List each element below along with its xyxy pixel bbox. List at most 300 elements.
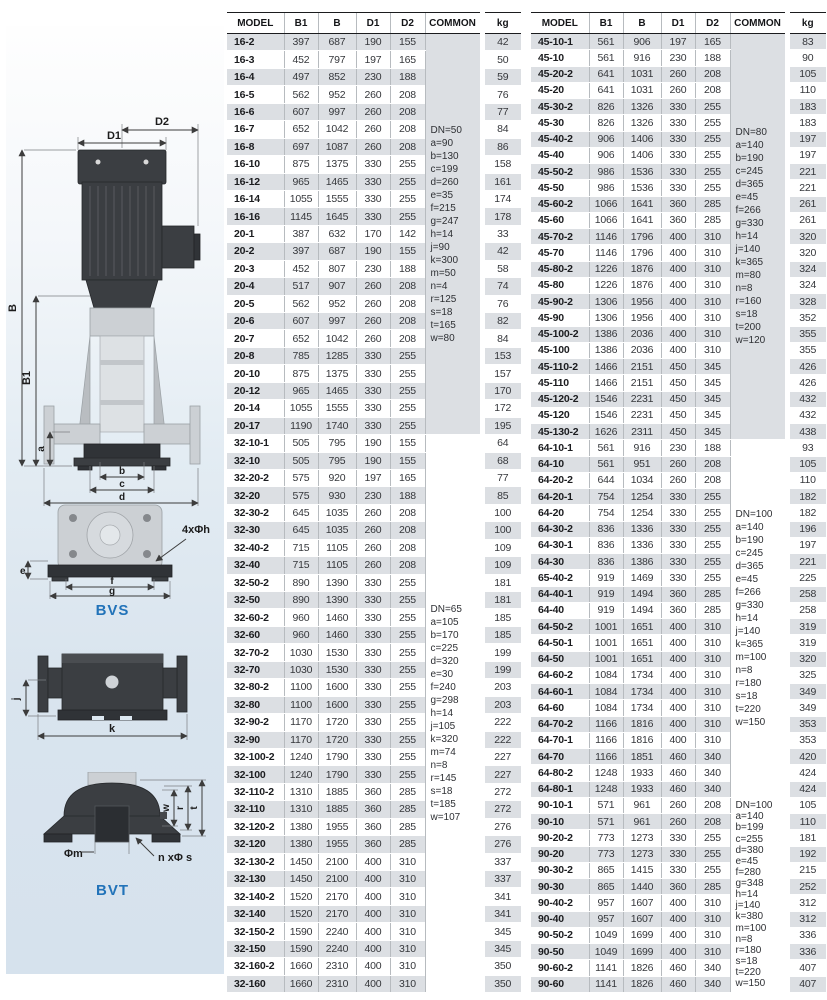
weight-cell: 221 [787, 554, 826, 570]
dim-label-b: b [118, 466, 126, 477]
weight-cell: 68 [482, 452, 521, 469]
column-header: B1 [284, 13, 318, 34]
dimension-cell: 330 [661, 862, 695, 878]
dimension-cell: 208 [390, 121, 425, 138]
dimension-cell: 255 [695, 164, 730, 180]
model-cell: 45-40-2 [531, 131, 589, 147]
dimension-cell: 197 [661, 34, 695, 50]
common-line: m=100 [735, 922, 767, 934]
common-line: j=140 [735, 244, 761, 256]
dimension-cell: 1031 [623, 66, 661, 82]
dimension-cell: 260 [661, 456, 695, 472]
model-cell: 64-50-2 [531, 619, 589, 635]
model-cell: 45-20 [531, 82, 589, 98]
dimension-cell: 1030 [284, 661, 318, 678]
weight-cell: 42 [482, 34, 521, 51]
table-row [227, 435, 521, 452]
dimension-cell: 2170 [318, 905, 356, 922]
dimension-cell: 1876 [623, 261, 661, 277]
weight-cell: 90 [787, 50, 826, 66]
model-cell: 16-4 [227, 68, 284, 85]
common-line: r=125 [430, 293, 457, 305]
dimension-cell: 255 [390, 574, 425, 591]
dimension-cell: 255 [390, 609, 425, 626]
model-cell: 45-100-2 [531, 326, 589, 342]
model-cell: 64-50-1 [531, 635, 589, 651]
model-cell: 64-30 [531, 554, 589, 570]
dim-label-k: k [108, 723, 116, 735]
dimension-cell: 1254 [623, 505, 661, 521]
dimension-cell: 310 [695, 927, 730, 943]
dimension-cell: 188 [390, 487, 425, 504]
weight-cell: 320 [787, 651, 826, 667]
dimension-cell: 965 [284, 173, 318, 190]
dimension-cell: 2036 [623, 326, 661, 342]
dimension-cell: 1466 [589, 359, 623, 375]
dimension-cell: 255 [695, 99, 730, 115]
weight-cell: 341 [482, 888, 521, 905]
common-line: e=30 [430, 669, 454, 681]
weight-cell: 221 [787, 164, 826, 180]
motor-adapter [86, 280, 158, 308]
weight-cell: 432 [787, 407, 826, 423]
dimension-cell: 400 [356, 871, 390, 888]
dimension-cell: 1375 [318, 156, 356, 173]
dimension-cell: 1380 [284, 818, 318, 835]
common-line: d=365 [735, 179, 764, 191]
common-dimensions-cell [730, 440, 787, 798]
dimension-cell: 1660 [284, 975, 318, 992]
dimension-cell: 930 [318, 487, 356, 504]
weight-cell: 424 [787, 781, 826, 797]
common-line: m=74 [430, 747, 456, 759]
model-cell: 32-120-2 [227, 818, 284, 835]
dimension-cell: 644 [589, 472, 623, 488]
model-cell: 90-20 [531, 846, 589, 862]
dimension-cell: 919 [589, 586, 623, 602]
weight-cell: 258 [787, 602, 826, 618]
dimension-cell: 951 [623, 456, 661, 472]
model-cell: 64-20-1 [531, 489, 589, 505]
model-cell: 64-70 [531, 749, 589, 765]
dimension-cell: 1494 [623, 602, 661, 618]
weight-cell: 352 [787, 310, 826, 326]
dimension-cell: 1326 [623, 99, 661, 115]
dimension-cell: 400 [661, 277, 695, 293]
common-line: k=320 [430, 734, 459, 746]
dimension-cell: 400 [661, 635, 695, 651]
dimension-cell: 255 [390, 696, 425, 713]
model-cell: 45-90-2 [531, 294, 589, 310]
dimension-cell: 1590 [284, 940, 318, 957]
dimension-cell: 1145 [284, 208, 318, 225]
model-cell: 90-50-2 [531, 927, 589, 943]
weight-cell: 199 [482, 644, 521, 661]
dimension-cell: 1536 [623, 164, 661, 180]
dimension-cell: 255 [390, 382, 425, 399]
model-cell: 64-20-2 [531, 472, 589, 488]
dimension-cell: 165 [695, 34, 730, 50]
weight-cell: 161 [482, 173, 521, 190]
model-cell: 20-12 [227, 382, 284, 399]
weight-cell: 355 [787, 326, 826, 342]
model-cell: 45-60-2 [531, 196, 589, 212]
dimension-cell: 715 [284, 557, 318, 574]
common-line: w=120 [735, 335, 766, 347]
dimension-cell: 1460 [318, 626, 356, 643]
dimension-cell: 1536 [623, 180, 661, 196]
model-cell: 32-70 [227, 661, 284, 678]
dimension-cell: 1141 [589, 960, 623, 976]
weight-cell: 345 [482, 940, 521, 957]
dimension-cell: 1590 [284, 923, 318, 940]
model-cell: 32-110 [227, 801, 284, 818]
dimension-cell: 1035 [318, 504, 356, 521]
dimension-cell: 285 [695, 196, 730, 212]
dimension-cell: 1851 [623, 749, 661, 765]
weight-cell: 170 [482, 382, 521, 399]
dimension-cell: 330 [661, 521, 695, 537]
column-header: COMMON [425, 13, 482, 34]
model-cell: 16-2 [227, 34, 284, 51]
common-line: m=50 [430, 267, 456, 279]
weight-cell: 85 [482, 487, 521, 504]
dimension-cell: 450 [661, 359, 695, 375]
model-cell: 45-90 [531, 310, 589, 326]
dimension-cell: 255 [695, 147, 730, 163]
common-line: n=8 [735, 933, 753, 945]
dimension-cell: 310 [695, 667, 730, 683]
hub-boss [95, 806, 129, 842]
common-line: r=145 [430, 773, 457, 785]
dimension-cell: 260 [356, 557, 390, 574]
header-row [227, 13, 521, 34]
table-row [531, 440, 826, 456]
dimension-cell: 1042 [318, 330, 356, 347]
dimension-cell: 1035 [318, 522, 356, 539]
weight-cell: 183 [787, 115, 826, 131]
dimension-cell: 330 [356, 644, 390, 661]
weight-cell: 174 [482, 190, 521, 207]
dimension-cell: 1641 [623, 212, 661, 228]
dimension-cell: 360 [356, 783, 390, 800]
model-cell: 32-140 [227, 905, 284, 922]
dimension-cell: 1273 [623, 846, 661, 862]
dimension-cell: 260 [356, 121, 390, 138]
weight-cell: 182 [787, 489, 826, 505]
dimension-cell: 450 [661, 391, 695, 407]
dimension-cell: 188 [695, 440, 730, 456]
common-line: d=260 [430, 176, 459, 188]
dimension-cell: 310 [695, 700, 730, 716]
dimension-cell: 208 [390, 557, 425, 574]
dimension-cell: 997 [318, 313, 356, 330]
dimension-cell: 310 [390, 940, 425, 957]
dimension-cell: 1885 [318, 783, 356, 800]
dimension-cell: 400 [661, 294, 695, 310]
dim-label-b1: B1 [21, 370, 33, 386]
dimension-cell: 255 [390, 400, 425, 417]
dim-label-r: r [175, 806, 186, 810]
dimension-cell: 952 [318, 295, 356, 312]
dimension-cell: 795 [318, 452, 356, 469]
dimension-cell: 2151 [623, 359, 661, 375]
dimension-cell: 641 [589, 82, 623, 98]
dimension-cell: 1826 [623, 960, 661, 976]
dimension-cell: 1555 [318, 400, 356, 417]
dimension-cell: 165 [390, 469, 425, 486]
base-front-view-drawing [0, 652, 225, 744]
model-cell: 32-60 [227, 626, 284, 643]
dimension-cell: 906 [589, 131, 623, 147]
table-row [531, 797, 826, 813]
dimension-cell: 836 [589, 554, 623, 570]
dimension-cell: 230 [661, 440, 695, 456]
dimension-cell: 795 [318, 435, 356, 452]
model-cell: 45-60 [531, 212, 589, 228]
weight-cell: 42 [482, 243, 521, 260]
dimension-cell: 400 [661, 342, 695, 358]
common-dimensions-cell [730, 797, 787, 992]
dimension-cell: 190 [356, 34, 390, 51]
dimension-cell: 562 [284, 295, 318, 312]
dimension-cell: 754 [589, 489, 623, 505]
dimensions-table-right [531, 12, 826, 993]
model-cell: 64-30-1 [531, 537, 589, 553]
dimension-cell: 1720 [318, 731, 356, 748]
dimension-cell: 1166 [589, 716, 623, 732]
weight-cell: 77 [482, 469, 521, 486]
bolt-callout-label: 4xΦh [182, 524, 210, 536]
weight-cell: 426 [787, 375, 826, 391]
weight-cell: 181 [482, 574, 521, 591]
dimension-cell: 310 [390, 871, 425, 888]
dimension-cell: 255 [390, 626, 425, 643]
dim-label-c: c [119, 479, 125, 490]
weight-cell: 105 [787, 66, 826, 82]
model-cell: 20-8 [227, 347, 284, 364]
dimension-cell: 310 [695, 261, 730, 277]
dimension-cell: 797 [318, 51, 356, 68]
dimension-cell: 1955 [318, 818, 356, 835]
dimension-cell: 1105 [318, 557, 356, 574]
dim-label-d: d [118, 492, 126, 503]
dimension-cell: 1530 [318, 644, 356, 661]
foot [152, 834, 180, 842]
dimension-cell: 1796 [623, 245, 661, 261]
common-line: w=107 [430, 812, 461, 824]
dimension-cell: 400 [661, 684, 695, 700]
dimension-cell: 890 [284, 574, 318, 591]
common-line: h=14 [735, 889, 759, 901]
dimension-cell: 607 [284, 103, 318, 120]
dimension-cell: 1645 [318, 208, 356, 225]
dimension-cell: 330 [356, 400, 390, 417]
dim-label-a: a [36, 446, 47, 452]
weight-cell: 345 [482, 923, 521, 940]
dimension-cell: 1796 [623, 229, 661, 245]
dimension-cell: 906 [589, 147, 623, 163]
model-cell: 90-30 [531, 879, 589, 895]
dimension-cell: 2100 [318, 853, 356, 870]
common-line: e=45 [735, 192, 759, 204]
dimension-cell: 1546 [589, 407, 623, 423]
dimension-cell: 1450 [284, 853, 318, 870]
model-cell: 32-10-1 [227, 435, 284, 452]
model-cell: 20-1 [227, 225, 284, 242]
dimension-cell: 1600 [318, 696, 356, 713]
common-line: n=8 [430, 760, 448, 772]
weight-cell: 337 [482, 853, 521, 870]
common-line: j=140 [735, 900, 761, 912]
model-cell: 32-140-2 [227, 888, 284, 905]
dimension-cell: 400 [661, 944, 695, 960]
dimension-cell: 1170 [284, 714, 318, 731]
dimension-cell: 310 [695, 294, 730, 310]
dimension-cell: 571 [589, 814, 623, 830]
dimension-cell: 208 [390, 504, 425, 521]
pump-side-elevation-drawing [0, 58, 225, 510]
dimension-cell: 965 [284, 382, 318, 399]
model-cell: 45-100 [531, 342, 589, 358]
dimension-cell: 807 [318, 260, 356, 277]
dimension-cell: 285 [390, 818, 425, 835]
weight-cell: 100 [482, 522, 521, 539]
dimension-cell: 260 [356, 330, 390, 347]
model-cell: 16-10 [227, 156, 284, 173]
dimension-cell: 1740 [318, 417, 356, 434]
weight-cell: 185 [482, 609, 521, 626]
dimension-cell: 919 [589, 570, 623, 586]
dimension-cell: 208 [390, 313, 425, 330]
dimension-cell: 1390 [318, 592, 356, 609]
dimension-cell: 285 [390, 836, 425, 853]
dimension-cell: 285 [390, 801, 425, 818]
weight-cell: 100 [482, 504, 521, 521]
dim-label-f: f [110, 576, 114, 587]
common-line: s=18 [735, 691, 758, 702]
dimension-cell: 460 [661, 765, 695, 781]
common-line: f=266 [735, 205, 761, 217]
dimension-cell: 255 [390, 748, 425, 765]
dimension-cell: 561 [589, 34, 623, 50]
dimension-cell: 1790 [318, 748, 356, 765]
weight-cell: 420 [787, 749, 826, 765]
common-line: DN=100 [735, 800, 773, 812]
weight-cell: 320 [787, 229, 826, 245]
weight-cell: 407 [787, 960, 826, 976]
common-line: c=245 [735, 166, 764, 178]
dimension-cell: 330 [356, 382, 390, 399]
common-line: f=215 [430, 202, 456, 214]
weight-cell: 172 [482, 400, 521, 417]
dimension-cell: 400 [356, 905, 390, 922]
dimension-cell: 330 [356, 347, 390, 364]
dimension-cell: 1226 [589, 261, 623, 277]
side-flange [177, 656, 187, 712]
model-cell: 64-70-2 [531, 716, 589, 732]
dimension-cell: 1326 [623, 115, 661, 131]
model-cell: 45-30 [531, 115, 589, 131]
dimension-cell: 255 [390, 347, 425, 364]
table-row [227, 34, 521, 51]
dimension-cell: 652 [284, 330, 318, 347]
common-line: a=140 [735, 140, 764, 152]
dimension-cell: 607 [284, 313, 318, 330]
dimension-cell: 400 [661, 229, 695, 245]
common-line: c=245 [735, 548, 764, 559]
dimension-cell: 260 [661, 66, 695, 82]
weight-cell: 86 [482, 138, 521, 155]
weight-cell: 77 [482, 103, 521, 120]
column-header: B [318, 13, 356, 34]
dimension-cell: 310 [695, 635, 730, 651]
dimension-cell: 310 [695, 732, 730, 748]
dimension-cell: 907 [318, 278, 356, 295]
dimension-cell: 2310 [318, 975, 356, 992]
common-line: n=8 [735, 283, 753, 295]
dimension-cell: 345 [695, 407, 730, 423]
dimension-cell: 852 [318, 68, 356, 85]
dimension-cell: 360 [356, 801, 390, 818]
dimension-cell: 1146 [589, 245, 623, 261]
dimension-cell: 310 [695, 716, 730, 732]
model-cell: 32-100-2 [227, 748, 284, 765]
model-cell: 64-60-2 [531, 667, 589, 683]
dimension-cell: 255 [695, 554, 730, 570]
dimension-cell: 1816 [623, 716, 661, 732]
model-cell: 32-20-2 [227, 469, 284, 486]
model-cell: 64-60 [531, 700, 589, 716]
common-line: r=160 [735, 296, 762, 308]
dimension-cell: 400 [661, 732, 695, 748]
common-line: g=330 [735, 218, 764, 230]
dimension-cell: 1790 [318, 766, 356, 783]
dimension-cell: 1734 [623, 700, 661, 716]
dimension-cell: 1001 [589, 651, 623, 667]
dimension-cell: 1084 [589, 700, 623, 716]
model-cell: 90-60 [531, 976, 589, 992]
model-cell: 20-7 [227, 330, 284, 347]
dimension-cell: 1336 [623, 521, 661, 537]
common-line: e=45 [735, 574, 759, 585]
dimension-cell: 561 [589, 456, 623, 472]
dimension-cell: 310 [390, 958, 425, 975]
dimension-cell: 340 [695, 960, 730, 976]
dimension-cell: 330 [661, 99, 695, 115]
dimension-cell: 255 [695, 830, 730, 846]
weight-cell: 199 [482, 661, 521, 678]
dimension-cell: 1876 [623, 277, 661, 293]
dimension-cell: 310 [695, 619, 730, 635]
dimension-cell: 1031 [623, 82, 661, 98]
dimension-cell: 400 [661, 310, 695, 326]
model-cell: 45-20-2 [531, 66, 589, 82]
dimension-cell: 310 [695, 245, 730, 261]
model-cell: 32-150 [227, 940, 284, 957]
dimension-cell: 875 [284, 365, 318, 382]
common-line: n=4 [430, 280, 448, 292]
dimension-cell: 260 [356, 295, 390, 312]
dimension-cell: 1170 [284, 731, 318, 748]
common-line: d=320 [430, 656, 459, 668]
dimension-cell: 1386 [589, 342, 623, 358]
dimension-cell: 826 [589, 115, 623, 131]
model-cell: 20-5 [227, 295, 284, 312]
model-cell: 16-8 [227, 138, 284, 155]
dimension-cell: 310 [695, 342, 730, 358]
dimension-cell: 960 [284, 626, 318, 643]
